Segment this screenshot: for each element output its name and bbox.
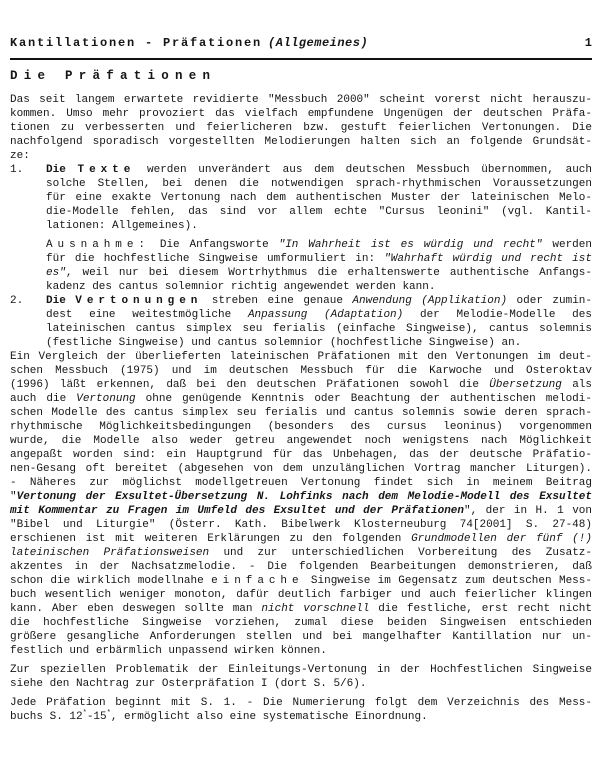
text-run: , weil nur bei diesem Wortrhythmus die erhaltenswerte authentische Anfangs- — [65, 267, 592, 279]
text-run: festlich und erbärmlich unpassend wirken können. — [10, 645, 327, 657]
text-run: "Bibel und Liturgie" (Österr. Kath. Bibelwerk Klosterneuburg 74[2001] S. 27-48) — [10, 519, 592, 531]
text-line — [10, 677, 592, 691]
page-number: 1 — [584, 36, 592, 50]
text-line — [10, 378, 592, 392]
text-line — [46, 266, 592, 280]
text-run: (1996) läßt erkennen, daß bei den deutschen Präfationen sowohl die — [10, 379, 490, 391]
text-run: Übersetzung — [489, 379, 562, 391]
text-run: nachfolgend sporadisch vorgestellten Melodierungen halten sich an folgende Grundsät- — [10, 136, 592, 148]
text-run: akzentes in der Nachsatzmelodie. - Die folgenden Bearbeitungen demonstrieren, daß — [10, 561, 592, 573]
text-line — [46, 238, 592, 252]
text-line — [10, 616, 592, 630]
text-run: kommen. Umso mehr provoziert das vielfach empfundene Ungenügen der deutschen Präfa- — [10, 108, 592, 120]
text-run: schon die wirklich modellnahe — [10, 575, 212, 587]
text-line — [10, 532, 592, 546]
text-line — [46, 163, 592, 177]
text-line — [10, 434, 592, 448]
text-run: Ausnahme: — [46, 239, 150, 251]
text-line — [46, 191, 592, 205]
text-run: Ein Vergleich der überlieferten lateinischen Präfationen mit den Vertonungen im deut- — [10, 351, 592, 363]
text-run: tionen zu verbesserten und feierlicheren bzw. gestuft feierlichen Vertonungen. Die — [10, 122, 592, 134]
text-run: nicht vorschnell — [261, 603, 370, 615]
text-line — [10, 448, 592, 462]
text-run: lateinischen cantus simplex seu ferialis (einfache Singweise), cantus solemnis — [46, 323, 592, 335]
text-line — [10, 663, 592, 677]
text-run: Vertonungen — [75, 295, 203, 307]
text-run: wurde, die Modelle also weder getreu angewendet noch wenigstens nach Möglichkeit — [10, 435, 592, 447]
text-run: die-Modelle fehlen, das sind vor allem echte "Cursus leonini" (vgl. Kantil- — [46, 206, 592, 218]
list-item-content — [46, 294, 592, 350]
text-line — [46, 336, 592, 350]
text-run: nen-Gesang oft bereitet (abgesehen von dem unzulänglichen Vortrag mancher Liturgen). — [10, 463, 592, 475]
document-body — [10, 93, 592, 724]
list-item — [10, 294, 592, 350]
text-run: oder zumin- — [507, 295, 593, 307]
text-run: mit Kommentar zu Fragen im Umfeld des Exsultet und der Präfationen — [10, 505, 465, 517]
text-run: ", der in H. 1 von — [464, 505, 593, 517]
text-run: lateinischen Präfationsweisen — [10, 547, 210, 559]
text-line — [10, 121, 592, 135]
text-run: werden unverändert aus dem deutschen Messbuch übernommen, auch — [135, 164, 592, 176]
text-run: der Melodie-Modelle des — [403, 309, 592, 321]
text-line — [10, 490, 592, 504]
text-run: solche Stellen, bei denen die notwendigen sprach-rhythmischen Voraussetzungen — [46, 178, 592, 190]
text-line — [10, 406, 592, 420]
text-run: (festliche Singweise) und cantus solemnior (hochfestliche Singweise) an. — [46, 337, 522, 349]
text-run: * — [106, 709, 111, 718]
text-line — [10, 476, 592, 490]
text-run: angepaßt worden sind: ein Hauptgrund für das Unbehagen, das der deutsche Präfatio- — [10, 449, 592, 461]
text-line — [46, 322, 592, 336]
list-marker: 1. — [10, 164, 24, 176]
text-line — [10, 546, 592, 560]
text-run: ohne genügende Kenntnis oder Beachtung der authentischen melodi- — [135, 393, 592, 405]
text-run: auch die — [10, 393, 77, 405]
text-line — [46, 280, 592, 294]
text-run: Singweise im Gegensatz zum deutschen Mess- — [303, 575, 592, 587]
text-line — [10, 364, 592, 378]
text-run: ze: — [10, 150, 30, 162]
header-title-suffix: (Allgemeines) — [268, 36, 369, 50]
text-run: Die Anfangsworte — [149, 239, 279, 251]
list-marker — [10, 238, 46, 294]
text-run: es" — [46, 267, 66, 279]
text-run: Die — [46, 295, 76, 307]
text-line — [46, 252, 592, 266]
list-item — [10, 163, 592, 233]
paragraph — [10, 696, 592, 724]
text-line — [10, 602, 592, 616]
text-line — [10, 560, 592, 574]
text-run: streben eine genaue — [202, 295, 353, 307]
list-item-content — [46, 163, 592, 233]
text-line — [10, 392, 592, 406]
text-line — [10, 696, 592, 710]
text-line — [10, 588, 592, 602]
text-run: kann. Aber eben deswegen sollte man — [10, 603, 262, 615]
text-line — [46, 219, 592, 233]
text-run: Zur speziellen Problematik der Einleitungs-Vertonung in der Hochfestlichen Singweise — [10, 664, 592, 676]
text-line — [10, 93, 592, 107]
text-line — [46, 294, 592, 308]
text-run: Texte — [77, 164, 136, 176]
paragraph — [10, 350, 592, 658]
list-item-content — [46, 238, 592, 294]
text-run: als — [561, 379, 592, 391]
header-title: Kantillationen - Präfationen — [10, 36, 263, 50]
text-run: , ermöglicht also eine systematische Einordnung. — [110, 711, 428, 723]
text-line — [10, 149, 592, 163]
text-run: die festliche, erst recht nicht — [369, 603, 593, 615]
text-line — [10, 420, 592, 434]
text-run: Die — [46, 164, 78, 176]
text-run: Anpassung (Adaptation) — [247, 309, 404, 321]
text-line — [10, 462, 592, 476]
text-run: Jede Präfation beginnt mit S. 1. - Die Numerierung folgt dem Verzeichnis des Mess- — [10, 697, 592, 709]
section-heading: Die Präfationen — [10, 69, 217, 83]
text-line — [10, 630, 592, 644]
text-run: Vertonung — [76, 393, 136, 405]
text-run: Das seit langem erwartete revidierte "Messbuch 2000" scheint vorerst nicht herauszu- — [10, 94, 592, 106]
text-run: siehe den Nachtrag zur Osterpräfation I (dort S. 5/6). — [10, 678, 367, 690]
text-run: "In Wahrheit ist es würdig und recht" — [278, 239, 543, 251]
text-run: - Näheres zur möglichst modellgetreuen Vertonung findet sich in meinem Beitrag — [10, 477, 592, 489]
text-line — [46, 308, 592, 322]
text-line — [10, 518, 592, 532]
text-run: schen Modelle des cantus simplex seu ferialis und cantus solemnis sowie deren sprach- — [10, 407, 592, 419]
text-run: "Wahrhaft würdig und recht ist — [384, 253, 592, 265]
text-run: * — [82, 709, 87, 718]
text-run: -15 — [86, 711, 107, 723]
paragraph — [10, 663, 592, 691]
text-run: lationen: Allgemeines). — [46, 220, 198, 232]
text-run: werden — [542, 239, 592, 251]
text-run: für eine exakte Vertonung nach dem authentischen Muster der lateinischen Melo- — [46, 192, 592, 204]
text-run: die hochfestliche Singweise vorziehen, zumal diese beiden Singweisen entschieden — [10, 617, 592, 629]
text-line — [46, 177, 592, 191]
text-run: erschienen ist mit weiteren Erklärungen zu den folgenden — [10, 533, 412, 545]
text-run: rhythmische Möglichkeitsbedingungen (besonders des cursus leoninus) vorgenommen — [10, 421, 592, 433]
paragraph — [10, 93, 592, 163]
text-run: kadenz des cantus solemnior richtig angewendet werden kann. — [46, 281, 436, 293]
text-run: Vertonung der Exsultet-Übersetzung N. Lohfinks nach dem Melodie-Modell des Exsultet — [16, 491, 592, 503]
text-line — [10, 710, 592, 724]
text-line — [46, 205, 592, 219]
text-run: " — [10, 491, 17, 503]
text-run: buchs S. 12 — [10, 711, 83, 723]
text-run: Anwendung (Applikation) — [352, 295, 508, 307]
list-item — [10, 238, 592, 294]
page-header — [10, 33, 592, 60]
text-run: Grundmodellen der fünf (!) — [411, 533, 592, 545]
text-line — [10, 107, 592, 121]
text-line — [10, 574, 592, 588]
text-run: einfache — [211, 575, 304, 587]
header-title-group — [10, 33, 368, 51]
list-marker: 2. — [10, 295, 24, 307]
text-line — [10, 504, 592, 518]
text-line — [10, 644, 592, 658]
text-run: und zur unterschiedlichen Vorbereitung des Zusatz- — [209, 547, 593, 559]
text-run: dest eine weitestmögliche — [46, 309, 248, 321]
text-line — [10, 350, 592, 364]
text-run: größere gesangliche Anforderungen stellen und bei mangelhafter Kantillation nur un- — [10, 631, 592, 643]
text-run: für die hochfestliche Singweise umformuliert in: — [46, 253, 385, 265]
text-line — [10, 135, 592, 149]
text-run: schen Messbuch (1975) und im deutschen Messbuch für die Karwoche und Osteroktav — [10, 365, 592, 377]
text-run: buch wesentlich weniger monoton, dafür deutlich farbiger und auch feierlicher klingen — [10, 589, 592, 601]
